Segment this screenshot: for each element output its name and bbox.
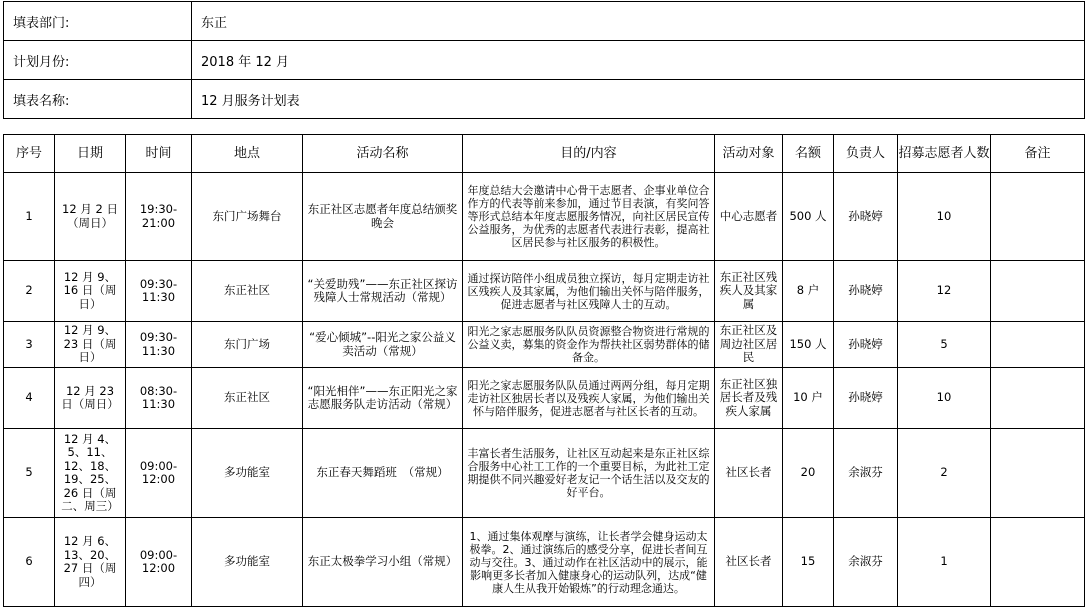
cell-target: 社区长者	[715, 518, 783, 607]
cell-no: 6	[4, 518, 55, 607]
cell-activity-name: 东正春天舞蹈班 （常规）	[303, 429, 463, 518]
cell-target: 东正社区独居长者及残疾人家属	[715, 368, 783, 429]
cell-note	[991, 173, 1085, 261]
cell-target: 东正社区及周边社区居民	[715, 322, 783, 368]
cell-volunteers: 2	[898, 429, 991, 518]
cell-target: 社区长者	[715, 429, 783, 518]
cell-target: 中心志愿者	[715, 173, 783, 261]
column-header: 目的/内容	[463, 135, 715, 173]
cell-leader: 余淑芬	[834, 429, 898, 518]
column-header: 活动名称	[303, 135, 463, 173]
cell-note	[991, 429, 1085, 518]
cell-no: 4	[4, 368, 55, 429]
cell-purpose: 1、通过集体观摩与演练，让长者学会健身运动太极拳。2、通过演练后的感受分享，促进长者间互动与交往。3、通过动作在社区活动中的展示，能影响更多长者加入健康身心的运动队列，达成“健康人生从我开始锻炼”的行动理念通达。	[463, 518, 715, 607]
column-header: 序号	[4, 135, 55, 173]
cell-no: 5	[4, 429, 55, 518]
column-header: 名额	[783, 135, 834, 173]
cell-note	[991, 368, 1085, 429]
cell-time: 09:30-11:30	[126, 261, 192, 322]
header-value: 2018 年 12 月	[192, 41, 1085, 80]
cell-quota: 500 人	[783, 173, 834, 261]
cell-quota: 20	[783, 429, 834, 518]
table-row	[4, 261, 1085, 322]
cell-volunteers: 10	[898, 368, 991, 429]
cell-activity-name: “爱心倾城”--阳光之家公益义卖活动（常规）	[303, 322, 463, 368]
header-row-month	[4, 41, 1085, 80]
cell-leader: 孙晓婷	[834, 322, 898, 368]
cell-purpose: 阳光之家志愿服务队队员资源整合物资进行常规的公益义卖，募集的资金作为帮扶社区弱势群体的储备金。	[463, 322, 715, 368]
cell-no: 3	[4, 322, 55, 368]
column-header: 时间	[126, 135, 192, 173]
table-row	[4, 429, 1085, 518]
column-header: 招募志愿者人数	[898, 135, 991, 173]
header-key: 填表名称:	[4, 80, 192, 119]
cell-time: 08:30-11:30	[126, 368, 192, 429]
cell-place: 多功能室	[192, 429, 303, 518]
header-key: 计划月份:	[4, 41, 192, 80]
cell-note	[991, 261, 1085, 322]
cell-activity-name: 东正社区志愿者年度总结颁奖晚会	[303, 173, 463, 261]
cell-purpose: 通过探访陪伴小组成员独立探访，每月定期走访社区残疾人及其家属，为他们输出关怀与陪伴服务，促进志愿者与社区残障人士的互动。	[463, 261, 715, 322]
column-header: 日期	[55, 135, 126, 173]
cell-activity-name: “关爱助残”——东正社区探访残障人士常规活动（常规）	[303, 261, 463, 322]
column-header: 备注	[991, 135, 1085, 173]
cell-place: 东正社区	[192, 261, 303, 322]
cell-date: 12 月 4、5、11、12、18、19、25、26 日（周二、周三）	[55, 429, 126, 518]
header-value: 东正	[192, 2, 1085, 41]
cell-leader: 孙晓婷	[834, 173, 898, 261]
cell-quota: 15	[783, 518, 834, 607]
column-header: 负责人	[834, 135, 898, 173]
cell-place: 东正社区	[192, 368, 303, 429]
header-key: 填表部门:	[4, 2, 192, 41]
cell-volunteers: 10	[898, 173, 991, 261]
cell-leader: 孙晓婷	[834, 368, 898, 429]
cell-time: 09:00-12:00	[126, 518, 192, 607]
cell-date: 12 月 9、23 日（周日）	[55, 322, 126, 368]
header-value: 12 月服务计划表	[192, 80, 1085, 119]
column-header: 地点	[192, 135, 303, 173]
header-row-form-name	[4, 80, 1085, 119]
cell-time: 19:30-21:00	[126, 173, 192, 261]
table-row	[4, 173, 1085, 261]
table-header-row	[4, 135, 1085, 173]
service-plan-table	[3, 134, 1085, 607]
cell-purpose: 阳光之家志愿服务队队员通过两两分组，每月定期走访社区独居长者以及残疾人家属，为他们输出关怀与陪伴服务，促进志愿者与社区长者的互动。	[463, 368, 715, 429]
cell-activity-name: 东正太极拳学习小组（常规）	[303, 518, 463, 607]
column-header: 活动对象	[715, 135, 783, 173]
form-header-table	[3, 1, 1085, 119]
cell-note	[991, 518, 1085, 607]
cell-purpose: 年度总结大会邀请中心骨干志愿者、企事业单位合作方的代表等前来参加，通过节目表演，有奖问答等形式总结本年度志愿服务情况，向社区居民宣传公益服务，为优秀的志愿者代表进行表彰，提高社区居民参与社区服务的积极性。	[463, 173, 715, 261]
cell-place: 多功能室	[192, 518, 303, 607]
cell-time: 09:00-12:00	[126, 429, 192, 518]
table-row	[4, 368, 1085, 429]
cell-time: 09:30-11:30	[126, 322, 192, 368]
cell-leader: 孙晓婷	[834, 261, 898, 322]
cell-quota: 150 人	[783, 322, 834, 368]
table-row	[4, 322, 1085, 368]
header-row-department	[4, 2, 1085, 41]
cell-date: 12 月 2 日（周日）	[55, 173, 126, 261]
cell-purpose: 丰富长者生活服务，让社区互动起来是东正社区综合服务中心社工工作的一个重要目标，为此社工定期提供不同兴趣爱好老友记一个话生活以及交友的好平台。	[463, 429, 715, 518]
cell-activity-name: “阳光相伴”——东正阳光之家志愿服务队走访活动（常规）	[303, 368, 463, 429]
cell-volunteers: 1	[898, 518, 991, 607]
cell-note	[991, 322, 1085, 368]
cell-date: 12 月 9、16 日（周日）	[55, 261, 126, 322]
cell-leader: 余淑芬	[834, 518, 898, 607]
cell-place: 东门广场舞台	[192, 173, 303, 261]
cell-place: 东门广场	[192, 322, 303, 368]
cell-quota: 8 户	[783, 261, 834, 322]
cell-target: 东正社区残疾人及其家属	[715, 261, 783, 322]
cell-volunteers: 12	[898, 261, 991, 322]
cell-quota: 10 户	[783, 368, 834, 429]
cell-no: 2	[4, 261, 55, 322]
cell-volunteers: 5	[898, 322, 991, 368]
cell-no: 1	[4, 173, 55, 261]
cell-date: 12 月 23 日（周日）	[55, 368, 126, 429]
table-row	[4, 518, 1085, 607]
cell-date: 12 月 6、13、20、27 日（周四）	[55, 518, 126, 607]
